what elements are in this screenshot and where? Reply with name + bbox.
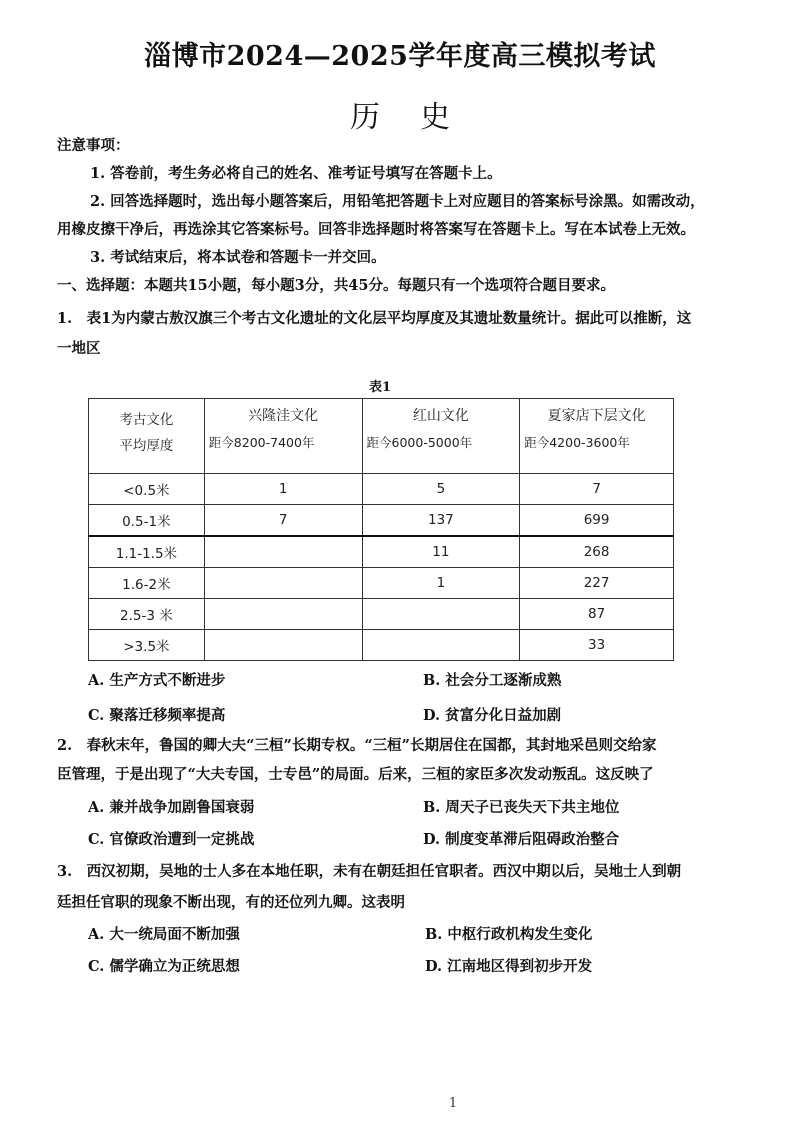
q2-option-a: A. 兼并战争加剧鲁国衰弱 (88, 799, 255, 816)
column-name: 红山文化 (412, 408, 469, 424)
table-row (89, 474, 674, 505)
table-cell: 699 (520, 505, 674, 537)
row-label: 0.5-1米 (89, 505, 205, 537)
q2-option-b: B. 周天子已丧失天下共主地位 (423, 799, 620, 816)
row-label: 1.1-1.5米 (89, 536, 205, 568)
corner-label-2: 平均厚度 (119, 438, 174, 454)
table-cell: 33 (520, 630, 674, 661)
table-cell: 268 (520, 536, 674, 568)
table-cell (204, 630, 362, 661)
q2-stem-line-1: 2. 春秋末年，鲁国的卿大夫“三桓”长期专权。“三桓”长期居住在国都，其封地采邑则交给家 (57, 737, 657, 754)
page-number: 1 (448, 1096, 458, 1111)
row-label: 2.5-3 米 (89, 599, 205, 630)
notice-item-3: 3. 考试结束后，将本试卷和答题卡一并交回。 (90, 249, 386, 266)
table-cell: 87 (520, 599, 674, 630)
table-corner-cell (89, 399, 205, 474)
table-row (89, 599, 674, 630)
q3-option-d: D. 江南地区得到初步开发 (425, 958, 593, 975)
table-cell (362, 630, 520, 661)
notice-item-1: 1. 答卷前，考生务必将自己的姓名、准考证号填写在答题卡上。 (90, 165, 502, 182)
column-header (204, 399, 362, 474)
column-header (520, 399, 674, 474)
table-caption: 表1 (368, 380, 392, 395)
table-cell: 137 (362, 505, 520, 537)
notice-heading: 注意事项： (57, 137, 130, 154)
exam-title: 淄博市2024—2025学年度高三模拟考试 (144, 41, 656, 72)
row-label: 1.6-2米 (89, 568, 205, 599)
column-header (362, 399, 520, 474)
column-name: 兴隆洼文化 (248, 408, 319, 424)
column-date: 距今8200-7400年 (208, 435, 315, 450)
q2-stem-line-2: 臣管理，于是出现了“大夫专国，士专邑”的局面。后来，三桓的家臣多次发动叛乱。这反映了 (57, 766, 654, 783)
table-row (89, 630, 674, 661)
table-row (89, 505, 674, 537)
notice-item-2-line-2: 用橡皮擦干净后，再选涂其它答案标号。回答非选择题时将答案写在答题卡上。写在本试卷上无效。 (57, 221, 695, 238)
q1-stem-line-1: 1. 表1为内蒙古敖汉旗三个考古文化遗址的文化层平均厚度及其遗址数量统计。据此可以推断，这 (57, 310, 692, 327)
notice-item-2-line-1: 2. 回答选择题时，选出每小题答案后，用铅笔把答题卡上对应题目的答案标号涂黑。如需改动， (90, 193, 705, 210)
table-header-row (89, 399, 674, 474)
subject-title: 历史 (350, 100, 490, 135)
q2-option-d: D. 制度变革滞后阻碍政治整合 (423, 831, 620, 848)
table-cell (204, 568, 362, 599)
table-cell: 227 (520, 568, 674, 599)
archaeology-table (88, 398, 674, 661)
table-row (89, 568, 674, 599)
q3-option-b: B. 中枢行政机构发生变化 (425, 926, 593, 943)
table-cell (204, 536, 362, 568)
table-cell (204, 599, 362, 630)
q3-stem-line-2: 廷担任官职的现象不断出现，有的还位列九卿。这表明 (57, 894, 405, 911)
table-cell: 1 (362, 568, 520, 599)
table-cell: 7 (204, 505, 362, 537)
q3-stem-line-1: 3. 西汉初期，吴地的士人多在本地任职，未有在朝廷担任官职者。西汉中期以后，吴地士人到朝 (57, 863, 682, 880)
q1-option-b: B. 社会分工逐渐成熟 (423, 672, 562, 689)
q1-option-a: A. 生产方式不断进步 (88, 672, 226, 689)
column-date: 距今4200-3600年 (524, 435, 630, 450)
column-date: 距今6000-5000年 (366, 435, 473, 450)
column-name: 夏家店下层文化 (547, 408, 646, 424)
table-cell: 7 (520, 474, 674, 505)
q3-option-c: C. 儒学确立为正统思想 (88, 958, 240, 975)
row-label: >3.5米 (89, 630, 205, 661)
q1-option-d: D. 贫富分化日益加剧 (423, 707, 562, 724)
table-row (89, 536, 674, 568)
corner-label-1: 考古文化 (119, 412, 174, 428)
table-cell: 11 (362, 536, 520, 568)
q2-option-c: C. 官僚政治遭到一定挑战 (88, 831, 255, 848)
q1-stem-line-2: 一地区 (57, 340, 101, 357)
table-cell (362, 599, 520, 630)
section-heading: 一、选择题：本题共15小题，每小题3分，共45分。每题只有一个选项符合题目要求。 (57, 277, 615, 294)
row-label: <0.5米 (89, 474, 205, 505)
table-cell: 5 (362, 474, 520, 505)
q1-option-c: C. 聚落迁移频率提高 (88, 707, 226, 724)
q3-option-a: A. 大一统局面不断加强 (88, 926, 240, 943)
table-cell: 1 (204, 474, 362, 505)
